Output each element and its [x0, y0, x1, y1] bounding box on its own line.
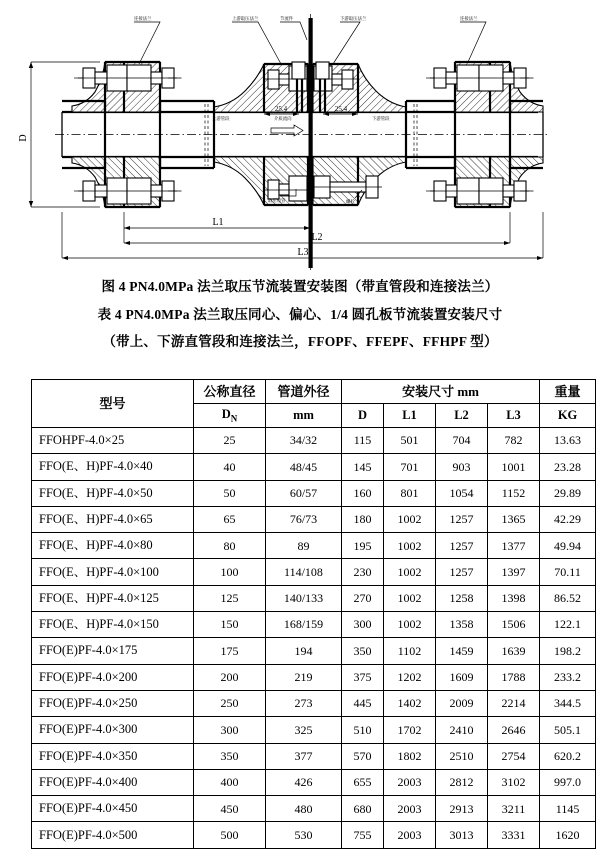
table-body: [32, 428, 596, 849]
cell-l3: 3331: [488, 822, 540, 848]
cell-pipe-outer-diameter: 76/73: [266, 506, 342, 532]
cell-weight: 23.28: [540, 454, 596, 480]
cell-weight: 13.63: [540, 428, 596, 454]
table-caption-line-1: 表 4 PN4.0MPa 法兰取压同心、偏心、1/4 圆孔板节流装置安装尺寸: [97, 306, 503, 322]
cell-nominal-diameter: 250: [194, 690, 266, 716]
cell-l1: 1202: [384, 664, 436, 690]
cell-l2: 1054: [436, 480, 488, 506]
cell-l3: 2646: [488, 717, 540, 743]
cell-l2: 1257: [436, 506, 488, 532]
cell-weight: 620.2: [540, 743, 596, 769]
cell-weight: 122.1: [540, 612, 596, 638]
center-lines: [55, 14, 548, 270]
cell-l2: 2410: [436, 717, 488, 743]
cell-model: FFO(E、H)PF-4.0×125: [32, 585, 194, 611]
callout-bolt: 螺栓: [346, 199, 355, 204]
cell-nominal-diameter: 80: [194, 533, 266, 559]
callout-connect-flange-right: 连接法兰: [460, 16, 478, 21]
dim-label-D: D: [18, 134, 29, 142]
cell-d: 145: [342, 454, 384, 480]
cell-l1: 1802: [384, 743, 436, 769]
table-row: [32, 585, 596, 611]
cell-nominal-diameter: 350: [194, 743, 266, 769]
cell-model: FFO(E)PF-4.0×250: [32, 690, 194, 716]
dimension-L2: [124, 212, 510, 245]
table-row: [32, 533, 596, 559]
table-row: [32, 717, 596, 743]
callout-downstream-pipe: 下游管段: [372, 116, 390, 121]
cell-d: 570: [342, 743, 384, 769]
cell-d: 445: [342, 690, 384, 716]
cell-weight: 86.52: [540, 585, 596, 611]
cell-weight: 198.2: [540, 638, 596, 664]
cell-d: 755: [342, 822, 384, 848]
cell-nominal-diameter: 40: [194, 454, 266, 480]
installation-diagram: [0, 0, 600, 272]
cell-weight: 233.2: [540, 664, 596, 690]
table-row: [32, 796, 596, 822]
cell-weight: 42.29: [540, 506, 596, 532]
dimensions-table-wrap: [31, 379, 582, 849]
cell-weight: 344.5: [540, 690, 596, 716]
cell-nominal-diameter: 500: [194, 822, 266, 848]
table-row: [32, 480, 596, 506]
th-d: D: [342, 404, 384, 428]
cell-d: 270: [342, 585, 384, 611]
cell-l3: 1377: [488, 533, 540, 559]
table-head: [32, 380, 596, 428]
cell-model: FFO(E、H)PF-4.0×65: [32, 506, 194, 532]
cell-nominal-diameter: 65: [194, 506, 266, 532]
dimension-L1: [124, 212, 310, 230]
cell-l2: 1257: [436, 533, 488, 559]
cell-l2: 903: [436, 454, 488, 480]
cell-weight: 1145: [540, 796, 596, 822]
cell-l3: 3211: [488, 796, 540, 822]
th-nominal-diameter: 公称直径: [194, 380, 266, 404]
cell-nominal-diameter: 300: [194, 717, 266, 743]
cell-weight: 70.11: [540, 559, 596, 585]
cell-pipe-outer-diameter: 377: [266, 743, 342, 769]
cell-l3: 1788: [488, 664, 540, 690]
cell-model: FFO(E、H)PF-4.0×50: [32, 480, 194, 506]
cell-pipe-outer-diameter: 48/45: [266, 454, 342, 480]
cell-l1: 1002: [384, 506, 436, 532]
callout-downstream-tap-flange: 下游取压法兰: [340, 16, 367, 21]
cell-l2: 2913: [436, 796, 488, 822]
th-od-unit: mm: [266, 404, 342, 428]
diagram-svg: [0, 0, 600, 272]
cell-l1: 2003: [384, 796, 436, 822]
cell-l1: 1102: [384, 638, 436, 664]
cell-l1: 1002: [384, 559, 436, 585]
dimensions-table: [31, 379, 596, 849]
cell-pipe-outer-diameter: 89: [266, 533, 342, 559]
dim-label-tap-left: 25.4: [274, 105, 288, 113]
cell-l1: 1002: [384, 585, 436, 611]
table-row: [32, 559, 596, 585]
cell-d: 160: [342, 480, 384, 506]
cell-l1: 1402: [384, 690, 436, 716]
cell-l1: 2003: [384, 769, 436, 795]
cell-model: FFO(E)PF-4.0×175: [32, 638, 194, 664]
cell-pipe-outer-diameter: 34/32: [266, 428, 342, 454]
cell-weight: 505.1: [540, 717, 596, 743]
dimension-L3: [62, 212, 543, 260]
cell-l1: 2003: [384, 822, 436, 848]
cell-model: FFO(E)PF-4.0×350: [32, 743, 194, 769]
table-row: [32, 664, 596, 690]
dn-subscript: N: [230, 413, 238, 424]
th-model: 型号: [32, 380, 194, 428]
cell-l2: 1258: [436, 585, 488, 611]
cell-nominal-diameter: 50: [194, 480, 266, 506]
bolt-group-lower: [78, 176, 532, 204]
cell-l2: 2812: [436, 769, 488, 795]
table-caption-line-2: （带上、下游直管段和连接法兰，FFOPF、FFEPF、FFHPF 型）: [102, 334, 498, 349]
dim-label-L3: L3: [297, 247, 309, 258]
th-dn-unit: [194, 404, 266, 428]
cell-l3: 2754: [488, 743, 540, 769]
cell-model: FFO(E、H)PF-4.0×100: [32, 559, 194, 585]
callout-flow-direction: 介质流向: [274, 116, 292, 121]
cell-l1: 501: [384, 428, 436, 454]
cell-d: 300: [342, 612, 384, 638]
captions-block: [0, 272, 600, 356]
table-row: [32, 428, 596, 454]
th-weight: 重量: [540, 380, 596, 404]
cell-l2: 1257: [436, 559, 488, 585]
cell-pipe-outer-diameter: 140/133: [266, 585, 342, 611]
cell-d: 680: [342, 796, 384, 822]
cell-model: FFO(E、H)PF-4.0×150: [32, 612, 194, 638]
cell-l1: 1002: [384, 533, 436, 559]
cell-pipe-outer-diameter: 273: [266, 690, 342, 716]
cell-l2: 1459: [436, 638, 488, 664]
cell-model: FFO(E、H)PF-4.0×80: [32, 533, 194, 559]
cell-l2: 2510: [436, 743, 488, 769]
cell-l3: 1001: [488, 454, 540, 480]
cell-d: 510: [342, 717, 384, 743]
th-pipe-outer-diameter: 管道外径: [266, 380, 342, 404]
cell-nominal-diameter: 125: [194, 585, 266, 611]
cell-pipe-outer-diameter: 168/159: [266, 612, 342, 638]
cell-weight: 1620: [540, 822, 596, 848]
callout-tap-nipple: 取压短管: [268, 198, 286, 203]
th-l3: L3: [488, 404, 540, 428]
table-row: [32, 822, 596, 848]
cell-l3: 3102: [488, 769, 540, 795]
cell-l3: 782: [488, 428, 540, 454]
cell-l2: 3013: [436, 822, 488, 848]
dn-symbol: D: [221, 406, 231, 421]
cell-pipe-outer-diameter: 480: [266, 796, 342, 822]
callout-connect-flange-left: 连接法兰: [134, 16, 152, 21]
table-row: [32, 743, 596, 769]
cell-l1: 1002: [384, 612, 436, 638]
dim-label-L2: L2: [311, 232, 323, 243]
cell-model: FFO(E)PF-4.0×450: [32, 796, 194, 822]
cell-pipe-outer-diameter: 194: [266, 638, 342, 664]
cell-weight: 29.89: [540, 480, 596, 506]
cell-l2: 2009: [436, 690, 488, 716]
cell-d: 375: [342, 664, 384, 690]
cell-nominal-diameter: 100: [194, 559, 266, 585]
dim-label-tap-right: 25.4: [334, 105, 348, 113]
cell-l2: 1358: [436, 612, 488, 638]
cell-nominal-diameter: 400: [194, 769, 266, 795]
cell-d: 230: [342, 559, 384, 585]
cell-l3: 1398: [488, 585, 540, 611]
cell-pipe-outer-diameter: 60/57: [266, 480, 342, 506]
cell-model: FFO(E)PF-4.0×500: [32, 822, 194, 848]
figure-caption: 图 4 PN4.0MPa 法兰取压节流装置安装图（带直管段和连接法兰）: [101, 279, 499, 294]
callout-upstream-tap-flange: 上游取压法兰: [232, 16, 259, 21]
cell-l3: 1506: [488, 612, 540, 638]
cell-l3: 1397: [488, 559, 540, 585]
cell-l1: 801: [384, 480, 436, 506]
table-row: [32, 638, 596, 664]
cell-pipe-outer-diameter: 114/108: [266, 559, 342, 585]
cell-nominal-diameter: 150: [194, 612, 266, 638]
cell-model: FFO(E、H)PF-4.0×40: [32, 454, 194, 480]
cell-d: 655: [342, 769, 384, 795]
cell-nominal-diameter: 450: [194, 796, 266, 822]
cell-nominal-diameter: 175: [194, 638, 266, 664]
cell-d: 180: [342, 506, 384, 532]
cell-l1: 701: [384, 454, 436, 480]
cell-model: FFO(E)PF-4.0×300: [32, 717, 194, 743]
table-row: [32, 769, 596, 795]
table-row: [32, 506, 596, 532]
cell-nominal-diameter: 25: [194, 428, 266, 454]
cell-l3: 1639: [488, 638, 540, 664]
table-row: [32, 690, 596, 716]
cell-pipe-outer-diameter: 325: [266, 717, 342, 743]
table-row: [32, 454, 596, 480]
th-l2: L2: [436, 404, 488, 428]
th-l1: L1: [384, 404, 436, 428]
callout-upstream-pipe: 上游管段: [212, 116, 230, 121]
dim-label-L1: L1: [212, 217, 224, 228]
cell-l1: 1702: [384, 717, 436, 743]
cell-model: FFO(E)PF-4.0×200: [32, 664, 194, 690]
cell-weight: 997.0: [540, 769, 596, 795]
cell-d: 115: [342, 428, 384, 454]
th-weight-unit: KG: [540, 404, 596, 428]
cell-nominal-diameter: 200: [194, 664, 266, 690]
cell-d: 195: [342, 533, 384, 559]
callout-orifice-plate: 节流件: [280, 16, 294, 21]
table-row: [32, 612, 596, 638]
cell-pipe-outer-diameter: 530: [266, 822, 342, 848]
cell-d: 350: [342, 638, 384, 664]
cell-model: FFO(E)PF-4.0×400: [32, 769, 194, 795]
cell-pipe-outer-diameter: 426: [266, 769, 342, 795]
th-install-dims: 安装尺寸 mm: [342, 380, 540, 404]
cell-l2: 704: [436, 428, 488, 454]
cell-l3: 1365: [488, 506, 540, 532]
cell-pipe-outer-diameter: 219: [266, 664, 342, 690]
cell-l2: 1609: [436, 664, 488, 690]
cell-l3: 1152: [488, 480, 540, 506]
cell-l3: 2214: [488, 690, 540, 716]
cell-model: FFOHPF-4.0×25: [32, 428, 194, 454]
cell-weight: 49.94: [540, 533, 596, 559]
